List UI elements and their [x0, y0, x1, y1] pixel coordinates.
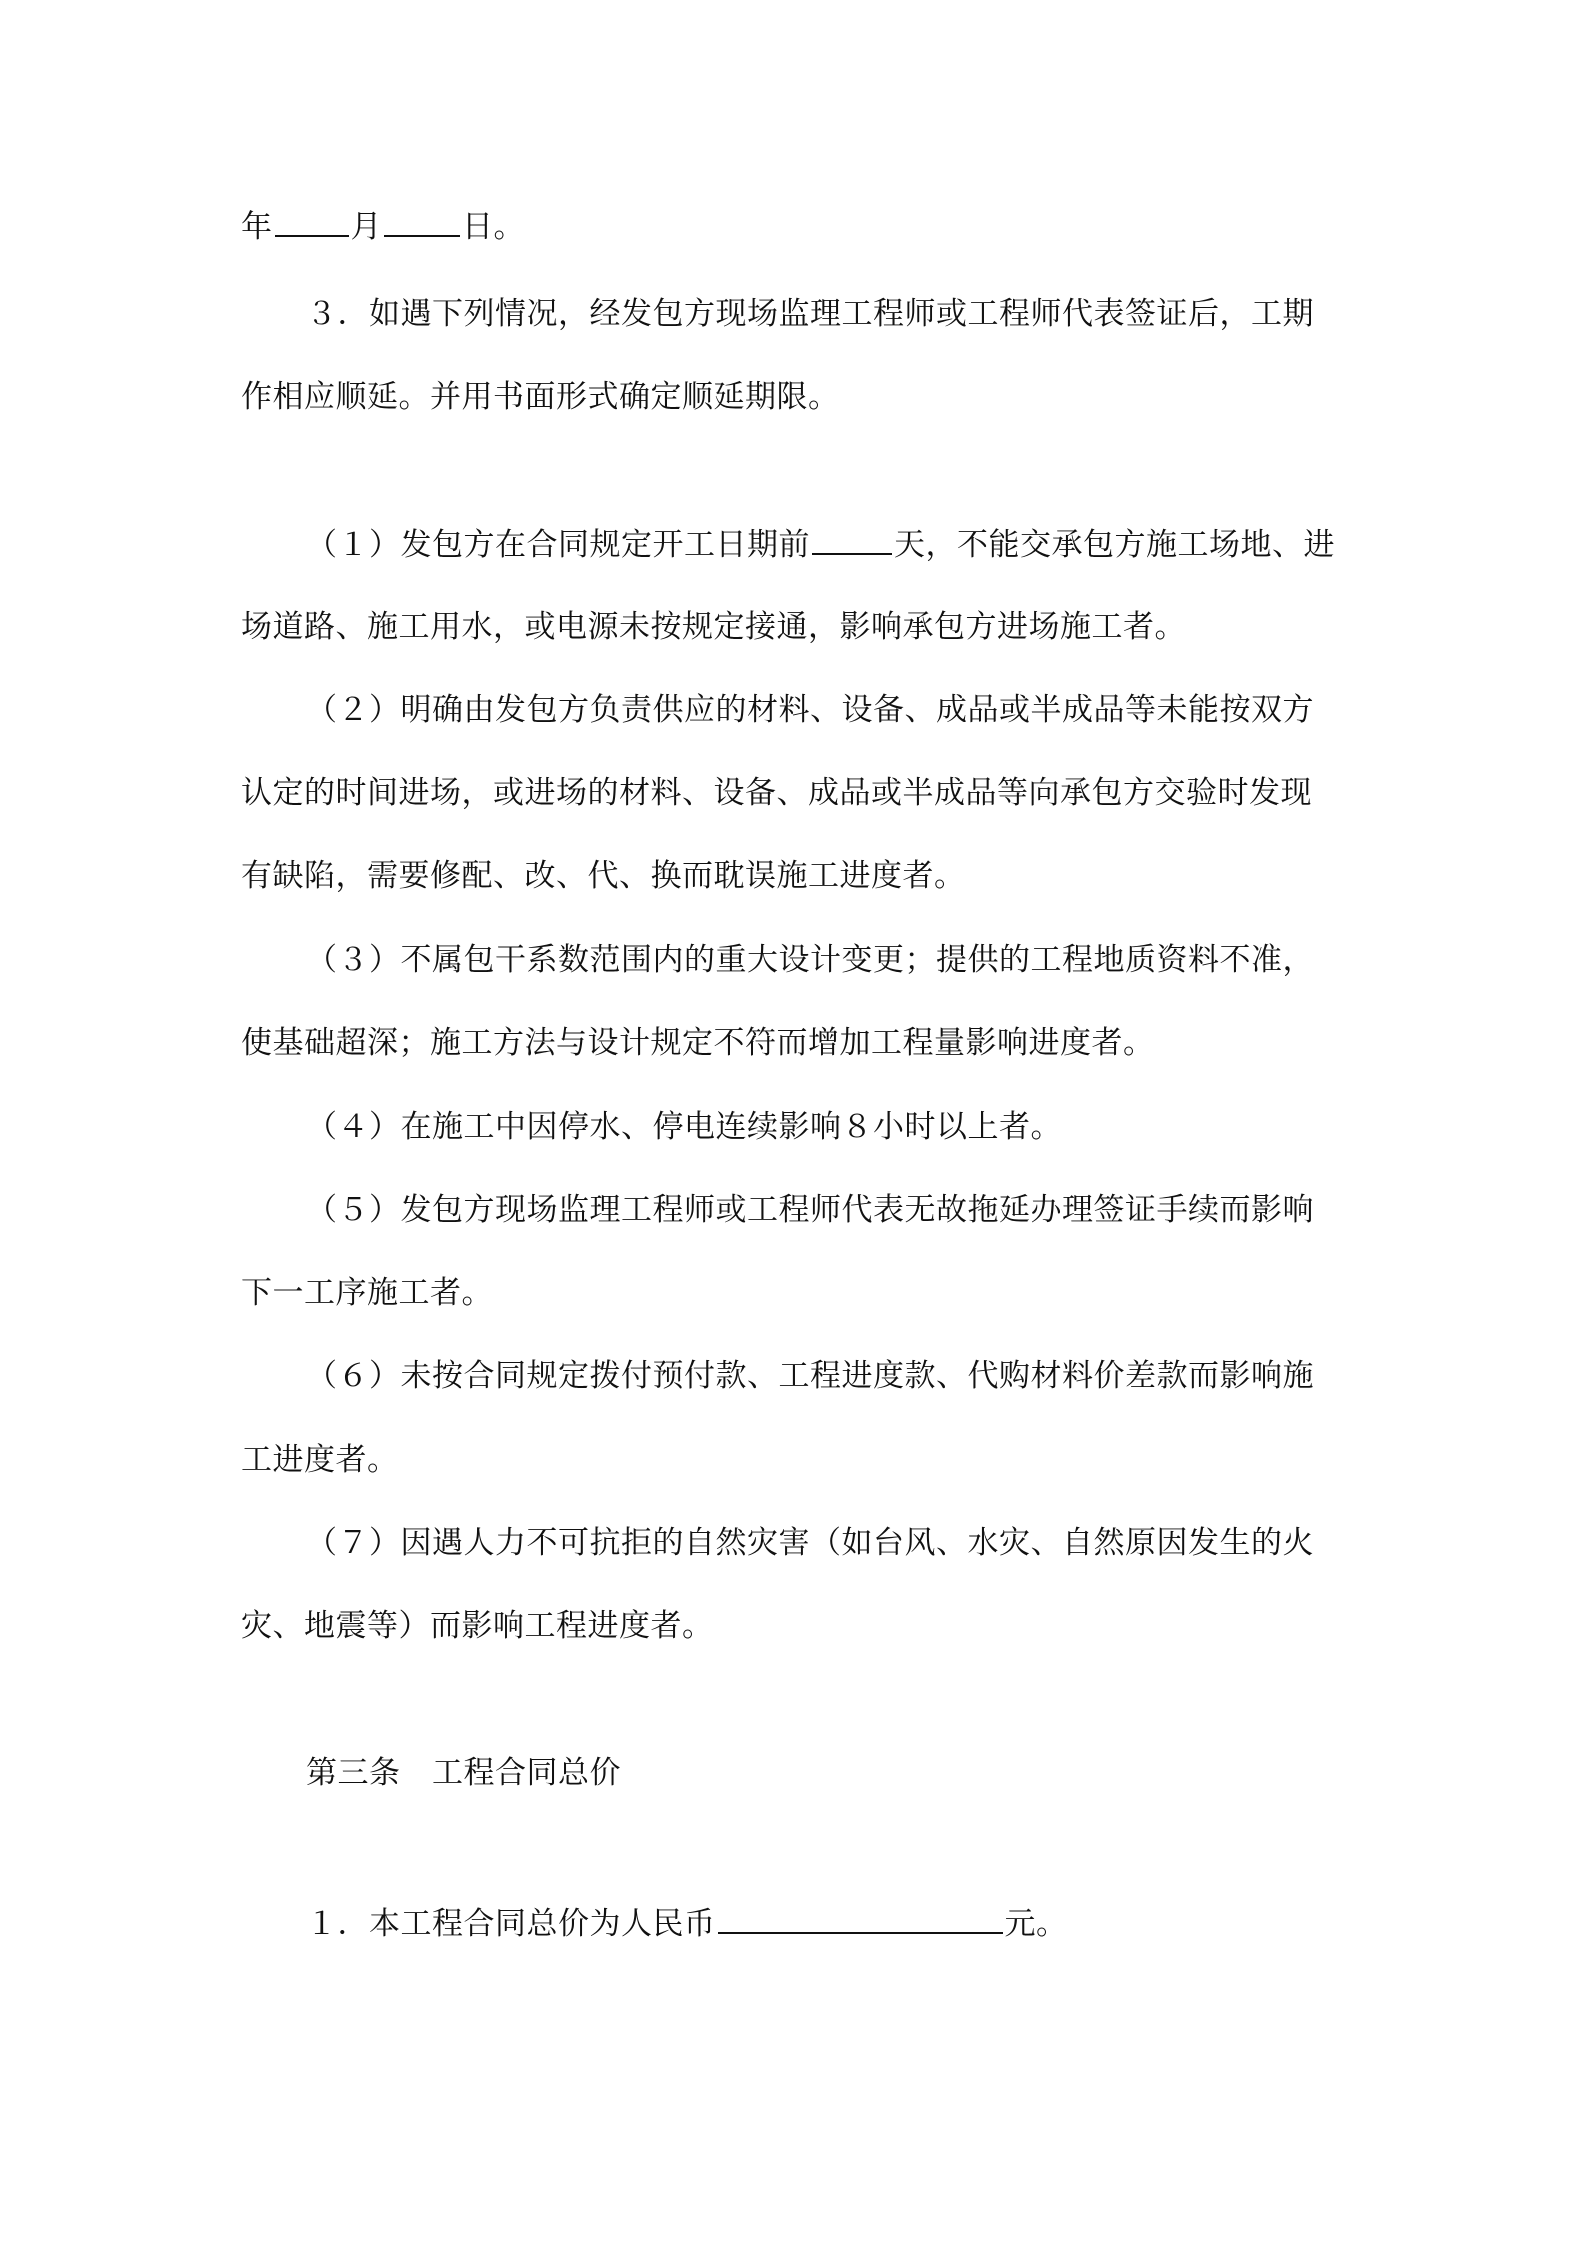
case6-line1: （６）未按合同规定拨付预付款、工程进度款、代购材料价差款而影响施	[306, 1358, 1314, 1394]
case1-line2: 场道路、施工用水，或电源未按规定接通，影响承包方进场施工者。	[241, 609, 1186, 645]
case1-line1	[306, 523, 1335, 565]
year-label: 年	[241, 209, 273, 245]
case1-pre: （１）发包方在合同规定开工日期前	[306, 527, 810, 563]
case4-line1: （４）在施工中因停水、停电连续影响８小时以上者。	[306, 1109, 1062, 1145]
case5-line2: 下一工序施工者。	[241, 1275, 493, 1311]
item1-pre: １．本工程合同总价为人民币	[306, 1906, 716, 1942]
case2-line2: 认定的时间进场，或进场的材料、设备、成品或半成品等向承包方交验时发现	[241, 775, 1312, 811]
case3-line2: 使基础超深；施工方法与设计规定不符而增加工程量影响进度者。	[241, 1025, 1155, 1061]
item3-line2: 作相应顺延。并用书面形式确定顺延期限。	[241, 379, 840, 415]
day-blank	[384, 205, 460, 237]
days-blank	[812, 523, 892, 555]
amount-blank	[718, 1902, 1003, 1934]
case2-line3: 有缺陷，需要修配、改、代、换而耽误施工进度者。	[241, 858, 966, 894]
case6-line2: 工进度者。	[241, 1442, 399, 1478]
article3-heading: 第三条 工程合同总价	[306, 1755, 621, 1791]
case5-line1: （５）发包方现场监理工程师或工程师代表无故拖延办理签证手续而影响	[306, 1192, 1314, 1228]
case2-line1: （２）明确由发包方负责供应的材料、设备、成品或半成品等未能按双方	[306, 692, 1314, 728]
date-line	[241, 205, 525, 247]
case1-post: 天，不能交承包方施工场地、进	[894, 527, 1335, 563]
item3-line1: ３．如遇下列情况，经发包方现场监理工程师或工程师代表签证后，工期	[306, 296, 1314, 332]
day-label: 日。	[462, 209, 525, 245]
case7-line2: 灾、地震等）而影响工程进度者。	[241, 1608, 714, 1644]
case3-line1: （３）不属包干系数范围内的重大设计变更；提供的工程地质资料不准，	[306, 942, 1314, 978]
item1-post: 元。	[1004, 1906, 1068, 1942]
item1-total-price	[306, 1902, 1068, 1944]
case7-line1: （７）因遇人力不可抗拒的自然灾害（如台风、水灾、自然原因发生的火	[306, 1525, 1314, 1561]
month-blank	[275, 205, 349, 237]
month-label: 月	[350, 209, 382, 245]
